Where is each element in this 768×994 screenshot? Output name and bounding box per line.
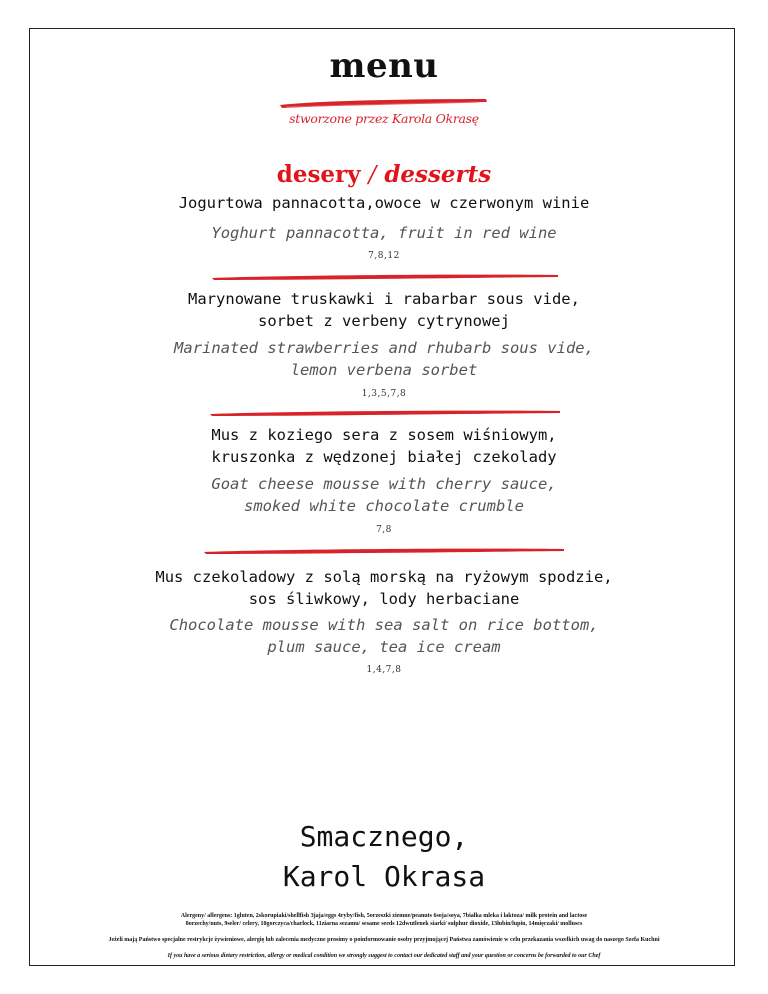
menu-subtitle: stworzone przez Karola Okrasę bbox=[289, 111, 479, 126]
closing-greeting: Smacznego, bbox=[299, 820, 469, 853]
menu-item-name-pl: Mus z koziego sera z sosem wiśniowym, kruszonka z wędzonej białej czekolady bbox=[211, 426, 557, 466]
dietary-notice-pl: Jeżeli mają Państwo specjalne restrykcje żywieniowe, alergię lub zalecenia medyczne prosimy o poinformowanie osoby przyjmującej Państwa zamówienie w celu przekazania wszelkich uwag do naszego Szefa Kuchni bbox=[108, 937, 660, 943]
menu-item-name-en: Marinated strawberries and rhubarb sous vide, lemon verbena sorbet bbox=[174, 339, 594, 379]
section-heading-pl: desery bbox=[276, 161, 361, 188]
menu-item-allergens: 1,4,7,8 bbox=[366, 665, 402, 675]
menu-item-allergens: 1,3,5,7,8 bbox=[361, 389, 407, 399]
closing-chef-name: Karol Okrasa bbox=[282, 860, 486, 893]
header-brush-stroke bbox=[278, 96, 490, 110]
menu-item-allergens: 7,8 bbox=[376, 525, 392, 535]
closing-signature bbox=[0, 817, 768, 897]
section-heading-separator: / bbox=[368, 162, 377, 188]
menu-item-name-en: Yoghurt pannacotta, fruit in red wine bbox=[211, 224, 557, 242]
divider-brush-stroke bbox=[208, 408, 562, 418]
allergen-legend-line-2: 8orzechy/nuts, 9seler/ celery, 10gorczyca/charlock, 11ziarna sezamu/ sesame seeds 12dwutlenek siarki/ sulphur dioxide, 13łubin/lupin, 14mięczaki/ molluscs bbox=[185, 921, 583, 927]
menu-item-name-pl: Marynowane truskawki i rabarbar sous vide, sorbet z verbeny cytrynowej bbox=[188, 290, 580, 330]
allergen-legend-line-1: Alergeny/ allergens: 1gluten, 2skorupiaki/shellfish 3jaja/eggs 4ryby/fish, 5orzeszki ziemne/peanuts 6soja/soya, 7białka mleka i laktoza/ milk protein and lactose bbox=[180, 913, 588, 919]
menu-item-name-en: Chocolate mousse with sea salt on rice bottom, plum sauce, tea ice cream bbox=[169, 616, 599, 656]
divider-brush-stroke bbox=[210, 272, 560, 282]
dietary-notice-en: If you have a serious dietary restriction, allergy or medical condition we strongly suggest to contact our dedicated staff and your question or concerns be forwarded to our Chef bbox=[167, 953, 601, 959]
menu-item-name-en: Goat cheese mousse with cherry sauce, smoked white chocolate crumble bbox=[211, 475, 557, 515]
section-heading bbox=[0, 160, 768, 190]
section-heading-en: desserts bbox=[384, 161, 492, 188]
menu-item-name-pl: Jogurtowa pannacotta,owoce w czerwonym winie bbox=[178, 194, 590, 212]
menu-item-name-pl: Mus czekoladowy z solą morską na ryżowym spodzie, sos śliwkowy, lody herbaciane bbox=[155, 568, 613, 608]
menu-title: menu bbox=[329, 46, 439, 86]
menu-item-allergens: 7,8,12 bbox=[368, 251, 400, 261]
divider-brush-stroke bbox=[202, 546, 566, 556]
